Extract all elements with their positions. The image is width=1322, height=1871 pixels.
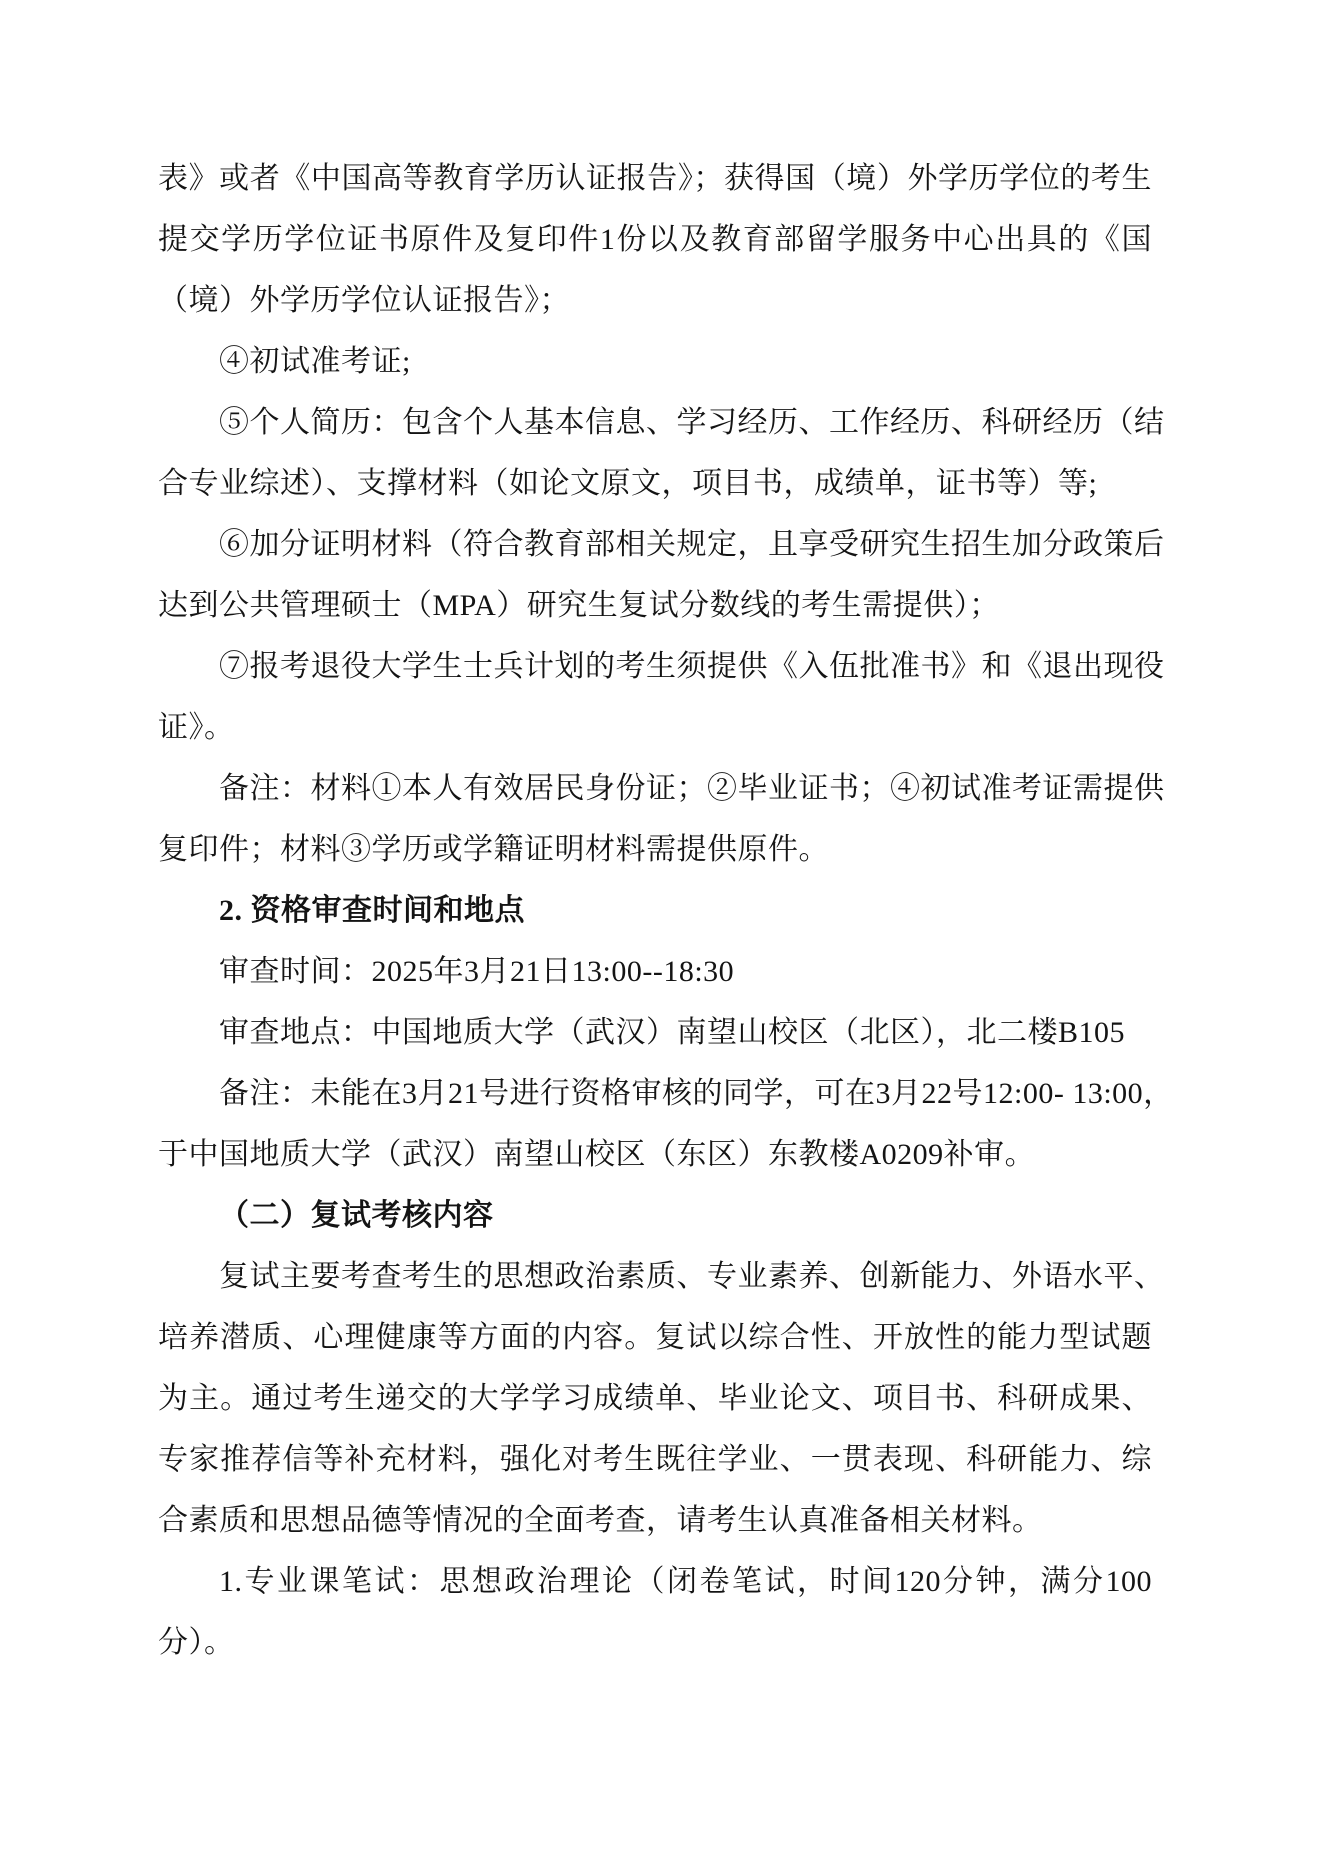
text-line: 表》或者《中国高等教育学历认证报告》；获得国（境）外学历学位的考生: [158, 162, 1152, 195]
text-line: 达到公共管理硕士（MPA）研究生复试分数线的考生需提供）；: [158, 589, 1000, 622]
text-line: 复试主要考查考生的思想政治素质、专业素养、创新能力、外语水平、: [219, 1260, 1165, 1293]
text-line: 分）。: [158, 1626, 235, 1659]
text-line: 合专业综述）、支撑材料（如论文原文，项目书，成绩单，证书等）等;: [158, 467, 1098, 500]
heading-line: （二）复试考核内容: [219, 1199, 494, 1232]
text-line: 审查地点：中国地质大学（武汉）南望山校区（北区），北二楼B105: [219, 1016, 1126, 1049]
text-line: 备注：材料①本人有效居民身份证；②毕业证书；④初试准考证需提供: [219, 772, 1165, 805]
text-line: 提交学历学位证书原件及复印件1份以及教育部留学服务中心出具的《国: [158, 223, 1152, 256]
text-line: 1.专业课笔试：思想政治理论（闭卷笔试，时间120分钟，满分100: [219, 1565, 1152, 1598]
text-line: （境）外学历学位认证报告》；: [158, 284, 570, 317]
text-line: 证》。: [158, 711, 235, 744]
text-line: 为主。通过考生递交的大学学习成绩单、毕业论文、项目书、科研成果、: [158, 1382, 1152, 1415]
text-line: ④初试准考证;: [219, 345, 411, 378]
text-line: 复印件；材料③学历或学籍证明材料需提供原件。: [158, 833, 829, 866]
document-body: [158, 148, 1174, 1673]
text-line: 培养潜质、心理健康等方面的内容。复试以综合性、开放性的能力型试题: [158, 1321, 1152, 1354]
text-line: 备注：未能在3月21号进行资格审核的同学，可在3月22号12:00- 13:00，: [219, 1077, 1174, 1110]
heading-line: 2. 资格审查时间和地点: [219, 894, 525, 927]
text-line: ⑦报考退役大学生士兵计划的考生须提供《入伍批准书》和《退出现役: [219, 650, 1165, 683]
text-line: 合素质和思想品德等情况的全面考查，请考生认真准备相关材料。: [158, 1504, 1043, 1537]
text-line: 审查时间：2025年3月21日13:00--18:30: [219, 955, 735, 988]
text-line: ⑤个人简历：包含个人基本信息、学习经历、工作经历、科研经历（结: [219, 406, 1165, 439]
text-line: 于中国地质大学（武汉）南望山校区（东区）东教楼A0209补审。: [158, 1138, 1036, 1171]
text-line: 专家推荐信等补充材料，强化对考生既往学业、一贯表现、科研能力、综: [158, 1443, 1152, 1476]
text-line: ⑥加分证明材料（符合教育部相关规定，且享受研究生招生加分政策后: [219, 528, 1165, 561]
